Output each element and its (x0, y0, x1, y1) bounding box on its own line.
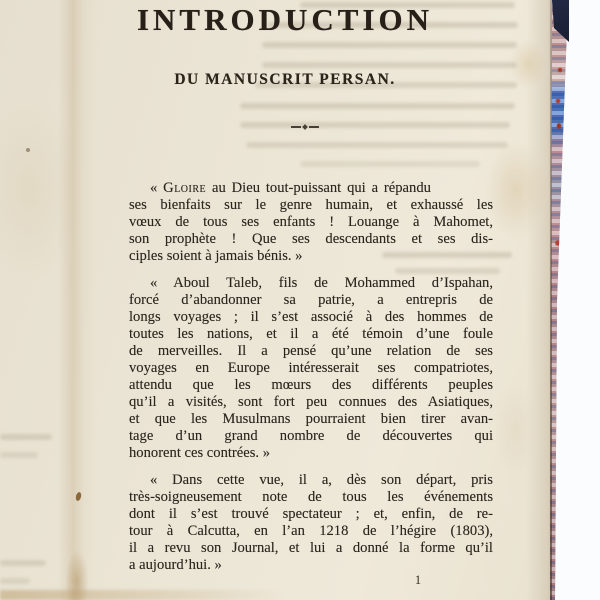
text-line (129, 180, 493, 197)
text-line: honorent ces contrées. » (129, 445, 271, 461)
bleed-through-line (0, 560, 46, 566)
page-edge-line (550, 0, 552, 600)
text-line: attendu que les mœurs des différents peuples (129, 377, 493, 393)
section-heading: DU MANUSCRIT PERSAN. (174, 71, 396, 88)
text-line: son prophète ! Que ses descendants et ses dis- (129, 231, 493, 247)
text-line: toutes les nations, et il a été témoin d’une foule (129, 326, 493, 342)
paragraph-lines (129, 275, 493, 462)
bleed-through-line (0, 578, 30, 584)
divider-rule (309, 126, 319, 128)
bleed-through-line (262, 42, 517, 48)
paragraph-2 (129, 275, 493, 462)
bleed-through-line (0, 452, 38, 458)
bleed-through-line (240, 103, 515, 109)
text-line: très-soigneusement note de tous les événements (129, 489, 493, 505)
bleed-through-line (246, 142, 508, 148)
page-number: 1 (414, 573, 422, 587)
text-line: ciples soient à jamais bénis. » (129, 248, 303, 264)
page-title: INTRODUCTION (136, 2, 434, 37)
line-rest: au Dieu tout-puissant qui a répandu (212, 180, 431, 196)
paper-speck (26, 148, 30, 152)
divider-diamond (302, 124, 308, 130)
text-line: vœux de tous ses enfants ! Louange à Mahomet, (129, 214, 493, 230)
introduction-text (129, 180, 493, 584)
text-line: dont il s’est trouvé spectateur ; et, enfin, de re- (129, 506, 493, 522)
bleed-through-line (0, 434, 52, 440)
text-line: forcé d’abandonner sa patrie, a entrepris de (129, 292, 493, 308)
lead-word: Gloire (163, 180, 207, 196)
text-line: « Aboul Taleb, fils de Mohammed d’Ispahan, (150, 275, 493, 291)
paragraph-1 (129, 180, 493, 265)
paragraph-lines (129, 197, 493, 265)
text-line: et que les Musulmans pourraient bien tirer avan- (129, 411, 493, 427)
bleed-through-line (300, 161, 480, 167)
divider-rule (291, 126, 301, 128)
text-line: « Dans cette vue, il a, dès son départ, pris (150, 472, 493, 488)
paragraph-3 (129, 472, 493, 574)
page-bottom-edge-shadow (0, 590, 310, 600)
text-line: ses bienfaits sur le genre humain, et exhaussé les (129, 197, 493, 213)
paper-speck (75, 492, 82, 502)
divider-ornament-icon (288, 123, 322, 131)
text-line: tour à Calcutta, en l’an 1218 de l’hégire (1803), (129, 523, 493, 539)
text-line: de merveilles. Il a pensé qu’une relation de ses (129, 343, 493, 359)
bleed-through-line (262, 62, 517, 68)
text-line: tage d’un grand nombre de découvertes qui (129, 428, 493, 444)
paragraph-lines (129, 472, 493, 574)
text-line: a aujourd’hui. » (129, 557, 222, 573)
text-line: voyages en Europe intéresserait ses compatriotes, (129, 360, 493, 376)
bleed-through-line (240, 122, 510, 128)
text-line: il a revu son Journal, et lui a donné la forme qu’il (129, 540, 493, 556)
open-quote: « (150, 180, 158, 196)
text-line: qu’il a visités, sont fort peu connues des Asiatiques, (129, 394, 493, 410)
text-line: longs voyages ; il s’est associé à des hommes de (129, 309, 493, 325)
